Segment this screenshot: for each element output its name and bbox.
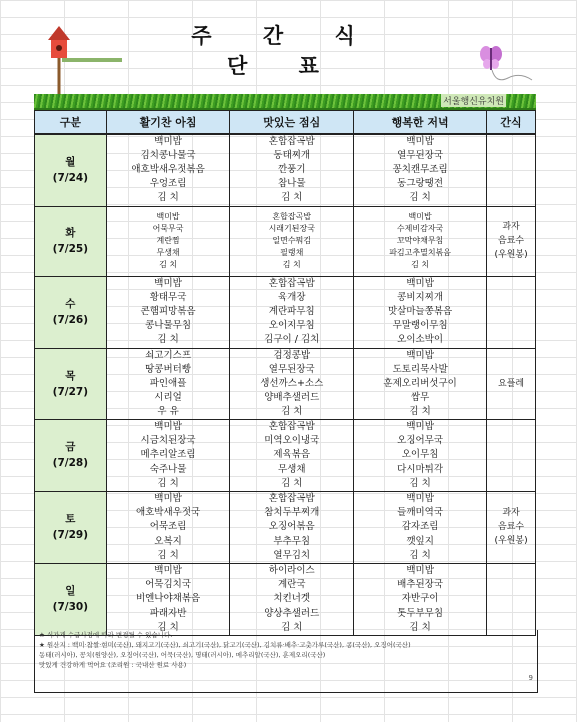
day-label: 목 bbox=[65, 369, 76, 382]
menu-item: 미역오이냉국 bbox=[264, 435, 320, 447]
school-label: 서울행신유치원 bbox=[441, 94, 506, 107]
menu-item: 과자 bbox=[502, 222, 520, 232]
menu-item: 백미밥 bbox=[408, 212, 432, 221]
header-snack: 간식 bbox=[487, 111, 536, 135]
menu-item: 열무된장국 bbox=[268, 363, 315, 375]
dinner-cell bbox=[354, 276, 487, 348]
menu-item: 오징어무국 bbox=[397, 435, 444, 447]
menu-item: 열무김치 bbox=[273, 549, 311, 561]
menu-item: 요플레 bbox=[498, 378, 525, 389]
menu-item: 혼합잡곡밥 bbox=[268, 136, 315, 148]
menu-item: 수제비감자국 bbox=[396, 224, 444, 233]
menu-item: 혼합잡곡밥 bbox=[272, 212, 312, 221]
menu-item: 숙주나물 bbox=[149, 463, 187, 475]
menu-item: 김 치 bbox=[157, 192, 179, 204]
menu-item: 김 치 bbox=[281, 405, 303, 417]
menu-item: (우원봉) bbox=[494, 536, 528, 547]
butterfly-icon bbox=[474, 40, 534, 90]
menu-item: 쌈무 bbox=[410, 391, 430, 403]
menu-item: 김구이 / 김치 bbox=[264, 334, 320, 346]
day-label: 월 bbox=[65, 156, 76, 169]
dinner-cell bbox=[354, 563, 487, 635]
menu-item: 백미밥 bbox=[406, 565, 434, 577]
menu-item: 동그랑땡전 bbox=[397, 178, 444, 190]
date-label: (7/30) bbox=[52, 601, 89, 614]
menu-item: 시금치된장국 bbox=[140, 435, 196, 447]
menu-item: 김 치 bbox=[282, 260, 301, 269]
menu-item: 맛살마늘쫑볶음 bbox=[387, 305, 453, 317]
menu-item: 오징어볶음 bbox=[268, 521, 315, 533]
table-row bbox=[35, 563, 536, 635]
menu-item: 파래자반 bbox=[149, 607, 187, 619]
date-label: (7/24) bbox=[52, 172, 89, 185]
menu-item: 감자조림 bbox=[401, 521, 439, 533]
date-label: (7/29) bbox=[52, 529, 89, 542]
menu-item: 과자 bbox=[502, 508, 520, 519]
menu-item: 무말랭이무침 bbox=[392, 320, 448, 332]
dinner-cell bbox=[354, 134, 487, 206]
lunch-cell bbox=[230, 491, 354, 563]
fence-decoration bbox=[62, 58, 122, 62]
menu-item: 검정콩밥 bbox=[273, 349, 311, 361]
menu-item: 백미밥 bbox=[406, 349, 434, 361]
header-breakfast: 활기찬 아침 bbox=[106, 111, 230, 135]
day-cell bbox=[35, 563, 107, 635]
menu-item: 김 치 bbox=[409, 192, 431, 204]
birdhouse-icon bbox=[48, 24, 70, 100]
snack-cell bbox=[487, 206, 536, 276]
snack-cell bbox=[487, 134, 536, 206]
note-line: ★ 식자재 수급사정에 따라 변경될 수 있습니다. bbox=[39, 631, 173, 639]
lunch-cell bbox=[230, 134, 354, 206]
menu-item: 백미밥 bbox=[406, 493, 434, 505]
menu-item: 우엉조림 bbox=[149, 178, 187, 190]
date-label: (7/27) bbox=[52, 385, 89, 398]
menu-item: 계란찜 bbox=[156, 236, 180, 245]
note-line: ★ 원산지 : 백미·찹쌀·현미(국산), 돼지고기(국산), 쇠고기(국산), 닭고기(국산), 김치류·배추·고춧가루(국산), 콩(국산), 오징어(국산) bbox=[39, 641, 411, 649]
menu-item: 오이소박이 bbox=[397, 334, 444, 346]
menu-item: 백미밥 bbox=[406, 136, 434, 148]
menu-item: 우 유 bbox=[157, 405, 179, 417]
breakfast-cell bbox=[106, 134, 230, 206]
dinner-cell bbox=[354, 419, 487, 491]
menu-item: 오이무침 bbox=[401, 449, 439, 461]
menu-sheet bbox=[34, 16, 536, 682]
menu-item: 김 치 bbox=[157, 334, 179, 346]
header-dinner: 행복한 저녁 bbox=[354, 111, 487, 135]
menu-item: 동태찌개 bbox=[273, 150, 311, 162]
menu-item: 깻잎지 bbox=[406, 535, 434, 547]
menu-item: 꽁치캔무조림 bbox=[392, 164, 448, 176]
menu-item: 김 치 bbox=[409, 621, 431, 633]
menu-item: 혼합잡곡밥 bbox=[268, 277, 315, 289]
menu-item: 김 치 bbox=[157, 621, 179, 633]
menu-item: 백미밥 bbox=[156, 212, 180, 221]
menu-item: 배추된장국 bbox=[397, 579, 444, 591]
menu-item: 시리얼 bbox=[154, 391, 182, 403]
menu-item: 어묵무국 bbox=[152, 224, 184, 233]
lunch-cell bbox=[230, 206, 354, 276]
menu-item: 백미밥 bbox=[406, 277, 434, 289]
dinner-cell bbox=[354, 206, 487, 276]
menu-item: 하이라이스 bbox=[268, 565, 315, 577]
menu-item: 콩비지찌개 bbox=[397, 291, 444, 303]
menu-item: 김 치 bbox=[409, 549, 431, 561]
day-label: 토 bbox=[65, 513, 76, 526]
menu-item: 김 치 bbox=[411, 260, 430, 269]
menu-item: 김 치 bbox=[281, 192, 303, 204]
menu-item: 김 치 bbox=[409, 405, 431, 417]
menu-item: 육개장 bbox=[277, 291, 306, 303]
menu-item: 무생채 bbox=[277, 463, 306, 475]
header-banner bbox=[34, 16, 536, 108]
day-cell bbox=[35, 276, 107, 348]
menu-item: 치킨너겟 bbox=[273, 593, 311, 605]
menu-item: 파인애플 bbox=[149, 377, 187, 389]
table-row bbox=[35, 206, 536, 276]
menu-item: 애호박새우젓국 bbox=[135, 507, 201, 519]
menu-item: 땅콩버터빵 bbox=[145, 363, 191, 375]
menu-item: 훈제오리버섯구이 bbox=[383, 377, 457, 389]
lunch-cell bbox=[230, 419, 354, 491]
date-label: (7/28) bbox=[52, 457, 89, 470]
menu-item: 백미밥 bbox=[154, 136, 182, 148]
day-cell bbox=[35, 491, 107, 563]
breakfast-cell bbox=[106, 419, 230, 491]
day-label: 수 bbox=[65, 298, 76, 310]
weekly-menu-table bbox=[34, 110, 536, 636]
menu-item: 꼬막야채무침 bbox=[396, 236, 444, 245]
menu-item: 일면수뭐김 bbox=[272, 236, 312, 245]
breakfast-cell bbox=[106, 491, 230, 563]
menu-item: 필랭채 bbox=[280, 248, 304, 257]
menu-item: 다시마튀각 bbox=[397, 463, 444, 475]
menu-item: 톳두부무침 bbox=[397, 607, 444, 619]
menu-item: 김 치 bbox=[281, 621, 303, 633]
day-cell bbox=[35, 419, 107, 491]
snack-cell bbox=[487, 419, 536, 491]
menu-item: 열무된장국 bbox=[397, 150, 444, 162]
menu-item: 콩나물무침 bbox=[145, 320, 191, 332]
day-label: 화 bbox=[65, 227, 76, 239]
table-row bbox=[35, 419, 536, 491]
menu-item: 김 치 bbox=[159, 260, 178, 269]
menu-item: 부추무침 bbox=[273, 535, 311, 547]
day-cell bbox=[35, 206, 107, 276]
menu-item: 백미밥 bbox=[154, 421, 182, 433]
menu-item: 무생채 bbox=[156, 248, 180, 257]
day-label: 금 bbox=[65, 441, 76, 454]
table-row bbox=[35, 276, 536, 348]
dinner-cell bbox=[354, 348, 487, 419]
menu-item: 혼합잡곡밥 bbox=[268, 493, 315, 505]
menu-item: 양상추샐러드 bbox=[264, 607, 320, 619]
menu-item: 참나물 bbox=[277, 178, 306, 190]
menu-item: 들깨미역국 bbox=[397, 507, 444, 519]
menu-item: 참치두부찌개 bbox=[264, 507, 320, 519]
lunch-cell bbox=[230, 563, 354, 635]
note-line: 동태(러시아), 꽁치(원양산), 오징어(국산), 어묵(국산), 명태(러시아), 메추리알(국산), 훈제오리(국산) bbox=[39, 651, 326, 659]
menu-item: 어묵김치국 bbox=[145, 579, 191, 591]
lunch-cell bbox=[230, 276, 354, 348]
snack-cell bbox=[487, 491, 536, 563]
table-row bbox=[35, 491, 536, 563]
snack-cell bbox=[487, 348, 536, 419]
day-cell bbox=[35, 348, 107, 419]
menu-item: 김 치 bbox=[409, 477, 431, 489]
menu-item: 음료수 bbox=[498, 522, 525, 533]
menu-item: 자반구이 bbox=[401, 593, 439, 605]
menu-item: 오이지무침 bbox=[268, 320, 315, 332]
breakfast-cell bbox=[106, 348, 230, 419]
table-row bbox=[35, 134, 536, 206]
snack-cell bbox=[487, 276, 536, 348]
menu-item: 메추리알조림 bbox=[140, 449, 196, 461]
menu-item: 백미밥 bbox=[154, 565, 182, 577]
menu-item: (우원봉) bbox=[494, 250, 528, 260]
breakfast-cell bbox=[106, 206, 230, 276]
menu-item: 백미밥 bbox=[406, 421, 434, 433]
dinner-cell bbox=[354, 491, 487, 563]
day-label: 일 bbox=[65, 585, 76, 598]
menu-item: 계란국 bbox=[277, 579, 306, 591]
date-label: (7/26) bbox=[52, 314, 89, 326]
menu-item: 김 치 bbox=[157, 549, 179, 561]
menu-item: 시래기된장국 bbox=[268, 224, 315, 233]
menu-item: 백미밥 bbox=[154, 277, 182, 289]
menu-item: 오복지 bbox=[154, 535, 182, 547]
header-lunch: 맛있는 점심 bbox=[230, 111, 354, 135]
menu-item: 혼합잡곡밥 bbox=[268, 421, 315, 433]
snack-cell bbox=[487, 563, 536, 635]
menu-item: 애호박새우젓볶음 bbox=[131, 164, 205, 176]
breakfast-cell bbox=[106, 276, 230, 348]
menu-item: 김 치 bbox=[157, 477, 179, 489]
note-line: 맛있게 건강하게 먹어요 (조리원 : 국내산 원료 사용) bbox=[39, 661, 187, 669]
menu-item: 김 치 bbox=[281, 477, 303, 489]
page-title: 주 간 식 단 표 bbox=[191, 24, 377, 78]
notes-box bbox=[34, 630, 538, 693]
menu-item: 제육볶음 bbox=[273, 449, 311, 461]
menu-item: 쇠고기스프 bbox=[145, 349, 191, 361]
menu-item: 양배추샐러드 bbox=[264, 391, 320, 403]
menu-item: 생선까스+소스 bbox=[260, 377, 324, 389]
menu-body bbox=[35, 134, 536, 635]
table-header-row bbox=[35, 111, 536, 135]
date-label: (7/25) bbox=[52, 243, 89, 255]
menu-item: 김치콩나물국 bbox=[140, 150, 196, 162]
breakfast-cell bbox=[106, 563, 230, 635]
menu-item: 파김고추멸치볶음 bbox=[389, 248, 452, 257]
day-cell bbox=[35, 134, 107, 206]
menu-item: 황태무국 bbox=[149, 291, 187, 303]
menu-item: 콘햄피망볶음 bbox=[140, 305, 196, 317]
menu-item: 도토리묵사발 bbox=[392, 363, 448, 375]
menu-item: 비엔나야채볶음 bbox=[135, 593, 201, 605]
menu-item: 어묵조림 bbox=[149, 521, 187, 533]
menu-item: 계란파무침 bbox=[268, 305, 315, 317]
table-row bbox=[35, 348, 536, 419]
menu-item: 깐풍기 bbox=[277, 164, 306, 176]
menu-item: 백미밥 bbox=[154, 493, 182, 505]
page-number: 9 bbox=[528, 674, 533, 682]
menu-item: 음료수 bbox=[498, 236, 525, 246]
header-day: 구분 bbox=[35, 111, 107, 135]
lunch-cell bbox=[230, 348, 354, 419]
